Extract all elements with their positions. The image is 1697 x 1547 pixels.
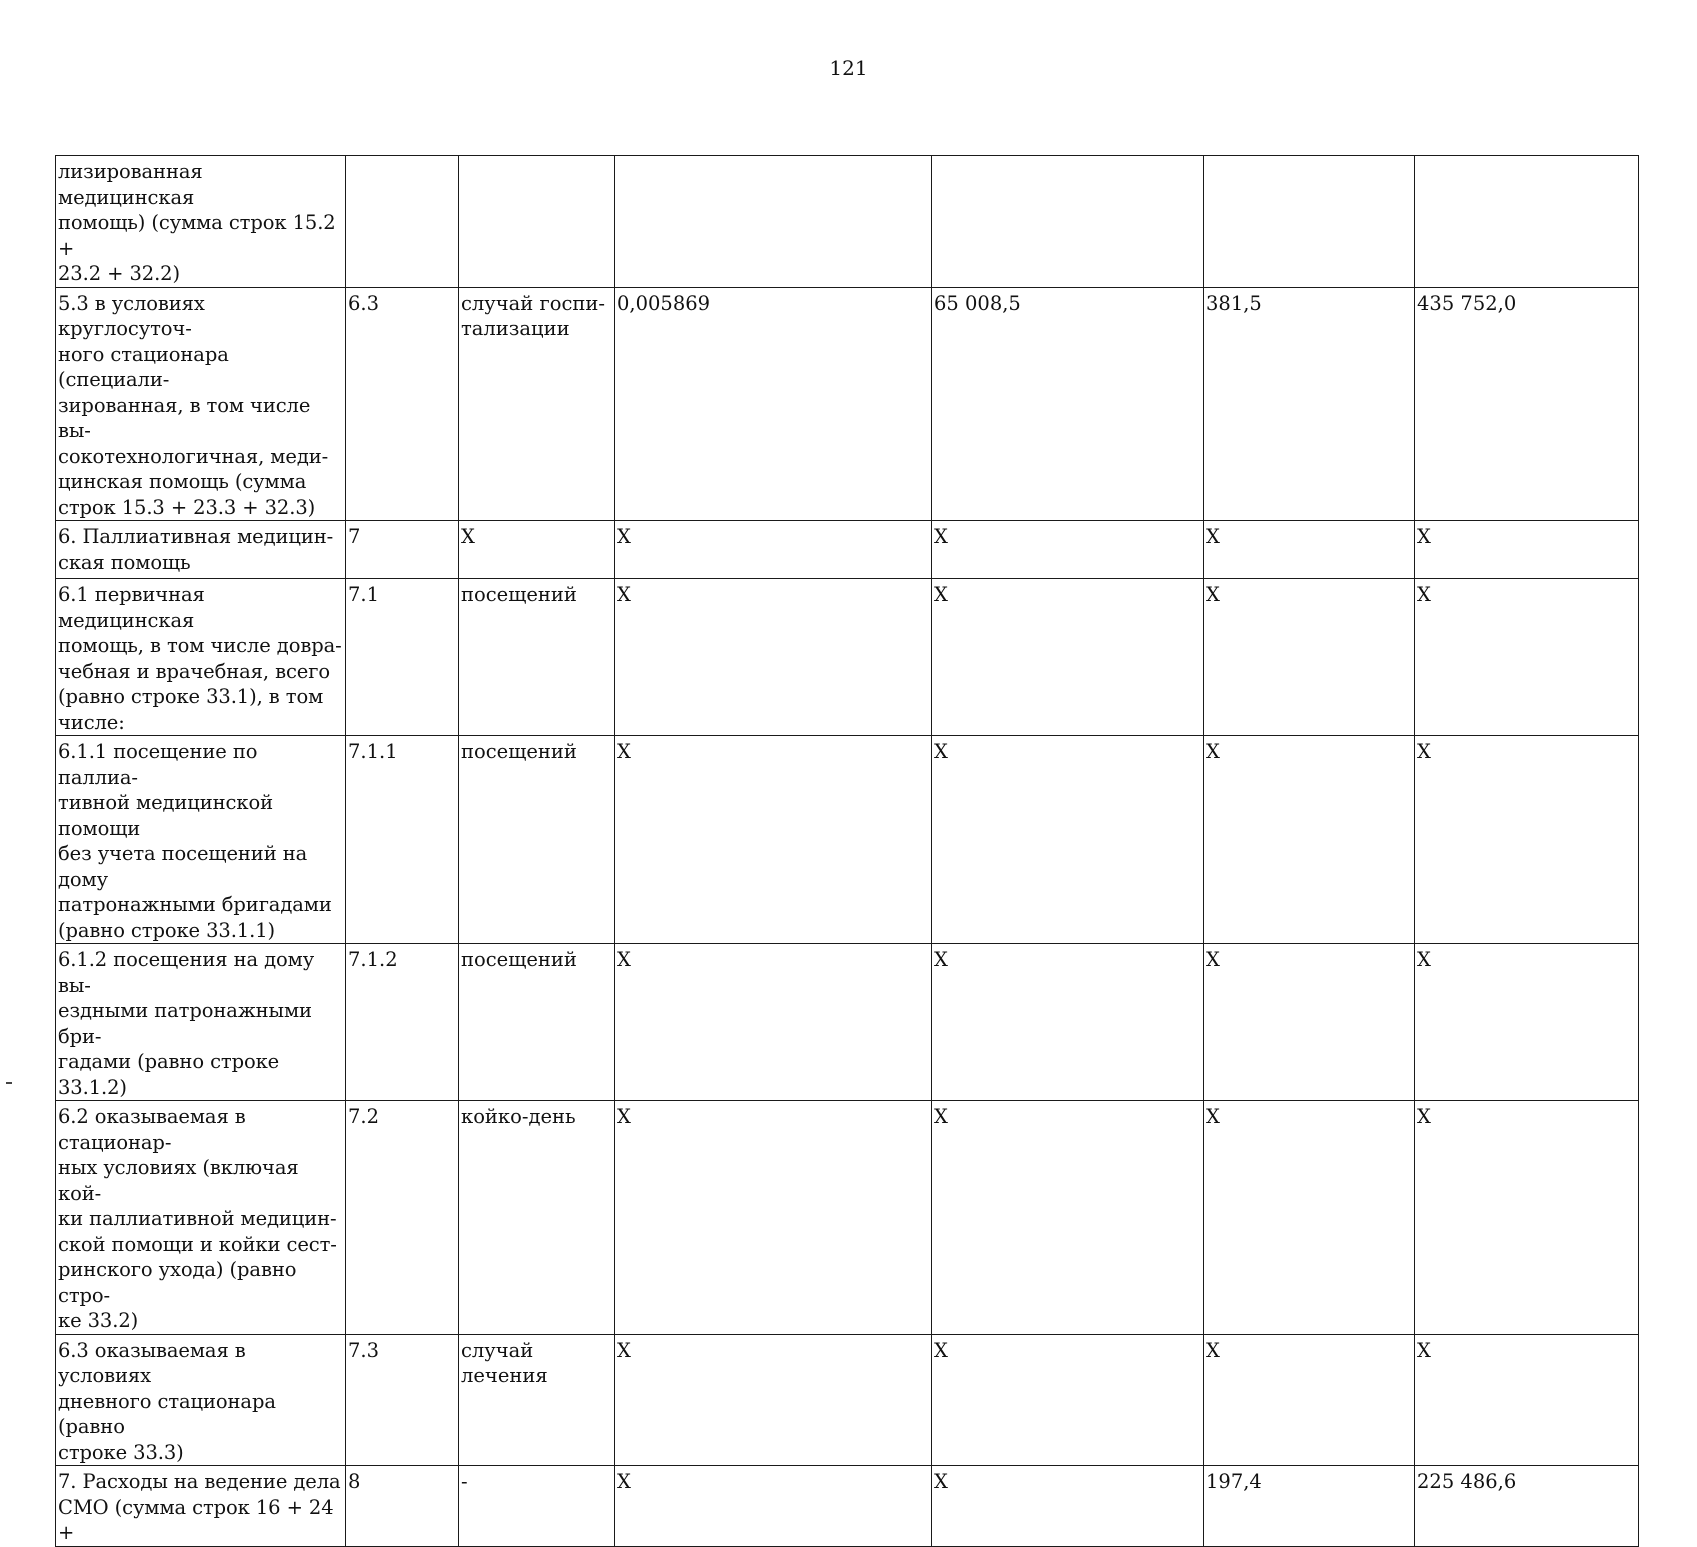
row-label-line: 6. Паллиативная медицин-	[58, 525, 334, 548]
row-label-line: 23.2 + 32.2)	[58, 262, 180, 285]
row-label-line: строк 15.3 + 23.3 + 32.3)	[58, 495, 316, 519]
row-label-cell	[56, 1466, 346, 1547]
value-cell-c5: X	[932, 944, 1204, 1101]
row-label-line: ринского ухода) (равно стро-	[58, 1258, 297, 1307]
row-label-line: СМО (сумма строк 16 + 24 +	[58, 1495, 334, 1544]
row-label-line: без учета посещений на дому	[58, 842, 308, 891]
unit-line: койко-день	[461, 1105, 576, 1128]
row-code-cell: 7.2	[346, 1101, 459, 1335]
value-cell-c4: 0,005869	[615, 287, 932, 521]
table-row	[56, 579, 1639, 736]
value-cell-c6	[1204, 156, 1415, 288]
row-code-cell: 8	[346, 1466, 459, 1547]
row-label-cell	[56, 521, 346, 579]
row-code-cell: 7.1.1	[346, 736, 459, 944]
value-cell-c5: X	[932, 1466, 1204, 1547]
row-label-line: 5.3 в условиях круглосуточ-	[58, 291, 205, 340]
value-cell-c4	[615, 156, 932, 288]
table-row	[56, 944, 1639, 1101]
value-cell-c7: X	[1415, 944, 1639, 1101]
row-code-cell: 7.1.2	[346, 944, 459, 1101]
row-label-line: патронажными бригадами	[58, 893, 332, 916]
value-cell-c7: X	[1415, 1101, 1639, 1335]
row-label-cell	[56, 156, 346, 288]
row-label-line: 6.1.1 посещение по паллиа-	[58, 740, 258, 789]
row-label-line: чебная и врачебная, всего	[58, 659, 330, 683]
unit-line: -	[461, 1470, 468, 1493]
row-label-line: строке 33.3)	[58, 1440, 184, 1464]
value-cell-c7: 225 486,6	[1415, 1466, 1639, 1547]
value-cell-c7: X	[1415, 736, 1639, 944]
row-label-line: числе:	[58, 710, 125, 734]
table-row	[56, 521, 1639, 579]
value-cell-c5: X	[932, 1334, 1204, 1466]
row-label-cell	[56, 1101, 346, 1335]
value-cell-c7: 435 752,0	[1415, 287, 1639, 521]
row-label-line: помощь, в том числе довра-	[58, 634, 342, 657]
margin-mark	[6, 1082, 12, 1084]
row-label-line: дневного стационара (равно	[58, 1389, 276, 1438]
unit-line: посещений	[461, 740, 577, 763]
table-row	[56, 287, 1639, 521]
row-label-cell	[56, 1334, 346, 1466]
row-label-line: 6.3 оказываемая в условиях	[58, 1338, 246, 1387]
row-label-line: (равно строке 33.1), в том	[58, 685, 324, 708]
data-table	[55, 155, 1639, 1547]
row-code-cell: 7	[346, 521, 459, 579]
value-cell-c4: X	[615, 1334, 932, 1466]
row-label-line: 7. Расходы на ведение дела	[58, 1470, 341, 1493]
value-cell-c4: X	[615, 736, 932, 944]
value-cell-c4: X	[615, 579, 932, 736]
row-label-line: тивной медицинской помощи	[58, 791, 273, 840]
unit-cell	[459, 736, 615, 944]
unit-cell	[459, 1334, 615, 1466]
row-label-line: ных условиях (включая кой-	[58, 1156, 299, 1205]
value-cell-c6: 197,4	[1204, 1466, 1415, 1547]
row-label-line: (равно строке 33.1.1)	[58, 918, 276, 942]
value-cell-c6: X	[1204, 1334, 1415, 1466]
unit-line: X	[461, 525, 475, 548]
unit-line: посещений	[461, 583, 577, 606]
row-label-cell	[56, 944, 346, 1101]
table-row	[56, 1334, 1639, 1466]
row-label-line: 6.2 оказываемая в стационар-	[58, 1105, 246, 1154]
unit-line: случай лечения	[461, 1338, 548, 1387]
value-cell-c6: 381,5	[1204, 287, 1415, 521]
unit-cell	[459, 944, 615, 1101]
value-cell-c5: 65 008,5	[932, 287, 1204, 521]
unit-cell	[459, 1101, 615, 1335]
row-code-cell	[346, 156, 459, 288]
value-cell-c6: X	[1204, 944, 1415, 1101]
row-label-line: зированная, в том числе вы-	[58, 393, 311, 442]
value-cell-c6: X	[1204, 521, 1415, 579]
row-label-line: помощь) (сумма строк 15.2 +	[58, 211, 336, 260]
unit-line: посещений	[461, 948, 577, 971]
unit-cell	[459, 1466, 615, 1547]
value-cell-c5: X	[932, 736, 1204, 944]
row-label-cell	[56, 287, 346, 521]
value-cell-c7: X	[1415, 579, 1639, 736]
row-label-line: сокотехнологичная, меди-	[58, 444, 329, 468]
value-cell-c4: X	[615, 944, 932, 1101]
value-cell-c7: X	[1415, 1334, 1639, 1466]
row-label-line: ке 33.2)	[58, 1309, 139, 1332]
unit-cell	[459, 579, 615, 736]
value-cell-c4: X	[615, 1101, 932, 1335]
table-row	[56, 736, 1639, 944]
row-code-cell: 7.1	[346, 579, 459, 736]
value-cell-c4: X	[615, 521, 932, 579]
value-cell-c6: X	[1204, 1101, 1415, 1335]
value-cell-c7: X	[1415, 521, 1639, 579]
page-number: 121	[829, 56, 868, 80]
value-cell-c7	[1415, 156, 1639, 288]
value-cell-c5: X	[932, 1101, 1204, 1335]
value-cell-c5: X	[932, 579, 1204, 736]
row-label-line: ного стационара (специали-	[58, 342, 229, 391]
row-code-cell: 6.3	[346, 287, 459, 521]
row-label-cell	[56, 579, 346, 736]
row-label-line: ская помощь	[58, 550, 191, 574]
table-row	[56, 156, 1639, 288]
unit-line: случай госпи-	[461, 291, 605, 315]
row-label-line: 6.1 первичная медицинская	[58, 583, 205, 632]
row-label-line: ки паллиативной медицин-	[58, 1207, 337, 1230]
row-label-line: 6.1.2 посещения на дому вы-	[58, 948, 315, 997]
row-label-line: гадами (равно строке 33.1.2)	[58, 1050, 280, 1099]
unit-line: тализации	[461, 317, 570, 340]
unit-cell	[459, 156, 615, 288]
value-cell-c4: X	[615, 1466, 932, 1547]
row-label-cell	[56, 736, 346, 944]
row-code-cell: 7.3	[346, 1334, 459, 1466]
row-label-line: цинская помощь (сумма	[58, 470, 307, 493]
value-cell-c6: X	[1204, 736, 1415, 944]
value-cell-c5	[932, 156, 1204, 288]
value-cell-c5: X	[932, 521, 1204, 579]
row-label-line: лизированная медицинская	[58, 160, 203, 209]
table-row	[56, 1466, 1639, 1547]
row-label-line: ской помощи и койки сест-	[58, 1232, 337, 1256]
unit-cell	[459, 287, 615, 521]
table-row	[56, 1101, 1639, 1335]
row-label-line: ездными патронажными бри-	[58, 999, 312, 1048]
unit-cell	[459, 521, 615, 579]
value-cell-c6: X	[1204, 579, 1415, 736]
